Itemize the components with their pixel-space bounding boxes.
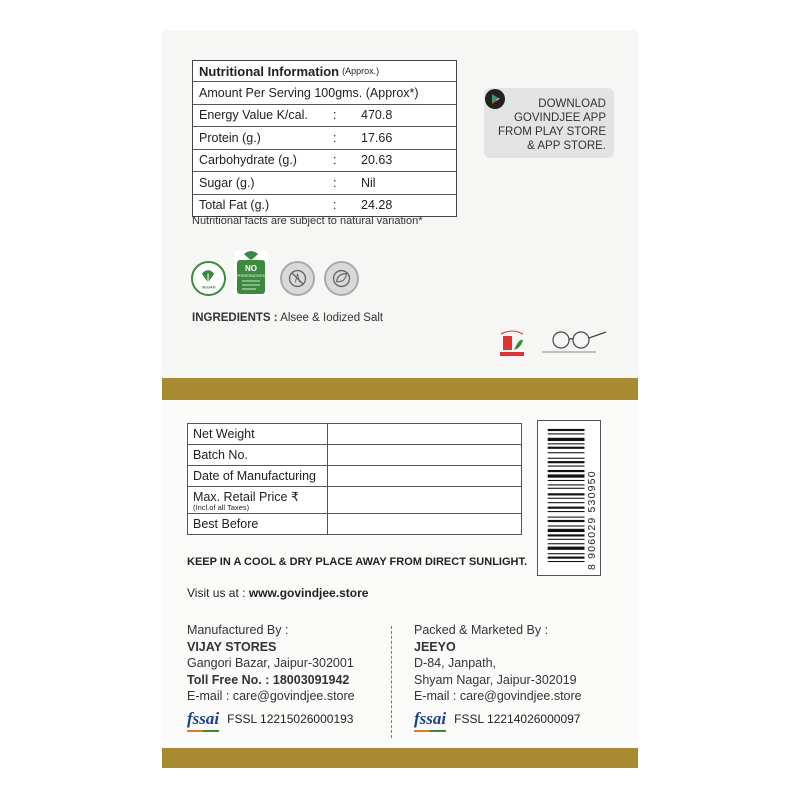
nutrient-label: Protein (g.) (199, 130, 261, 145)
fssl-number: FSSL 12215026000193 (227, 712, 354, 726)
vegan-text: VEGAN (201, 284, 216, 290)
batch-value (328, 445, 522, 466)
batch-value (328, 514, 522, 535)
batch-info-table (187, 423, 522, 535)
batch-label: Best Before (188, 514, 328, 535)
website-link[interactable]: www.govindjee.store (248, 586, 369, 600)
manufacturer-address: Gangori Bazar, Jaipur-302001 (187, 656, 354, 670)
nutrition-row (193, 194, 456, 217)
fssai-logo-icon: fssai (414, 709, 447, 728)
storage-instruction: KEEP IN A COOL & DRY PLACE AWAY FROM DIRECT SUNLIGHT. (187, 556, 528, 568)
vegan-badge-icon (191, 261, 226, 296)
app-line-4: & APP STORE. (527, 140, 606, 152)
nutrition-serving: Amount Per Serving 100gms. (Approx*) (199, 85, 419, 100)
barcode-number: 8 906029 530950 (586, 470, 598, 570)
nutrient-sep: : (333, 153, 337, 168)
manufacturer-heading: Manufactured By : (187, 623, 289, 637)
ingredients (192, 312, 383, 324)
nutrition-row (193, 104, 456, 127)
batch-label: Max. Retail Price ₹ (193, 489, 299, 504)
nutrient-label: Carbohydrate (g.) (199, 153, 297, 168)
visit-line (187, 586, 368, 600)
nutrient-value: 17.66 (361, 130, 393, 145)
batch-label-cell (188, 487, 328, 514)
nutrient-sep: : (333, 198, 337, 213)
marketer-name: JEEYO (414, 639, 456, 654)
nutrient-label: Energy Value K/cal. (199, 108, 308, 123)
nutrition-note: Nutritional facts are subject to natural variation* (192, 215, 423, 227)
fssl-number: FSSL 12214026000097 (454, 712, 581, 726)
batch-label: Batch No. (188, 445, 328, 466)
marketer-address-2: Shyam Nagar, Jaipur-302019 (414, 672, 577, 687)
nutrition-row (193, 149, 456, 172)
column-divider (391, 626, 392, 738)
marketer-email[interactable]: E-mail : care@govindjee.store (414, 689, 582, 703)
natural-badge-icon (324, 261, 359, 296)
fssai-license-right (414, 706, 580, 732)
visit-label: Visit us at : (187, 586, 246, 600)
preservatives-text: PRESERVATIVES (237, 274, 265, 278)
marketer-address-1: D-84, Janpath, (414, 656, 496, 670)
ingredients-value: Alsee & Iodized Salt (280, 312, 384, 324)
nutrient-label: Sugar (g.) (199, 175, 255, 190)
fssai-logo-icon: fssai (187, 709, 220, 728)
fssai-license-left (187, 706, 353, 732)
nutrition-row (193, 171, 456, 194)
no-preservatives-badge-icon (234, 250, 268, 296)
app-line-2: GOVINDJEE APP (513, 112, 606, 124)
app-line-1: DOWNLOAD (538, 98, 606, 110)
batch-value (328, 487, 522, 514)
nutrition-serving-row (193, 81, 456, 104)
table-row (188, 466, 522, 487)
batch-label: Date of Manufacturing (188, 466, 328, 487)
gluten-free-badge-icon (280, 261, 315, 296)
batch-value (328, 424, 522, 445)
app-download-text (494, 97, 606, 153)
nutrient-sep: : (333, 108, 337, 123)
app-line-3: FROM PLAY STORE (498, 126, 606, 138)
batch-sublabel: (Incl.of all Taxes) (193, 502, 250, 512)
gold-band-bottom (162, 748, 638, 768)
app-download-box[interactable] (484, 88, 614, 158)
nutrient-sep: : (333, 175, 337, 190)
nutrient-value: 470.8 (361, 108, 393, 123)
manufacturer-block (187, 622, 355, 705)
manufacturer-email[interactable]: E-mail : care@govindjee.store (187, 689, 355, 703)
toll-free-number[interactable]: Toll Free No. : 18003091942 (187, 672, 350, 687)
nutrient-label: Total Fat (g.) (199, 198, 270, 213)
nutrition-row (193, 126, 456, 149)
swachh-bharat-logo-icon (536, 328, 616, 358)
batch-label: Net Weight (188, 424, 328, 445)
no-text: NO (245, 264, 257, 273)
nutrient-value: 20.63 (361, 153, 393, 168)
nutrition-title-row (193, 61, 456, 81)
nutrient-value: 24.28 (361, 198, 393, 213)
nutrient-sep: : (333, 130, 337, 145)
table-row (188, 487, 522, 514)
ingredients-label: INGREDIENTS : (192, 312, 278, 324)
marketer-heading: Packed & Marketed By : (414, 623, 549, 637)
table-row (188, 445, 522, 466)
gold-band-top (162, 378, 638, 400)
table-row (188, 514, 522, 535)
marketer-block (414, 622, 582, 705)
nutrition-table (192, 60, 457, 217)
nutrition-title: Nutritional Information (199, 63, 340, 79)
nutrient-value: Nil (361, 175, 376, 190)
table-row (188, 424, 522, 445)
nutrition-title-note: (Approx.) (342, 66, 380, 76)
manufacturer-name: VIJAY STORES (187, 639, 277, 654)
batch-value (328, 466, 522, 487)
clean-green-logo-icon (495, 328, 529, 358)
